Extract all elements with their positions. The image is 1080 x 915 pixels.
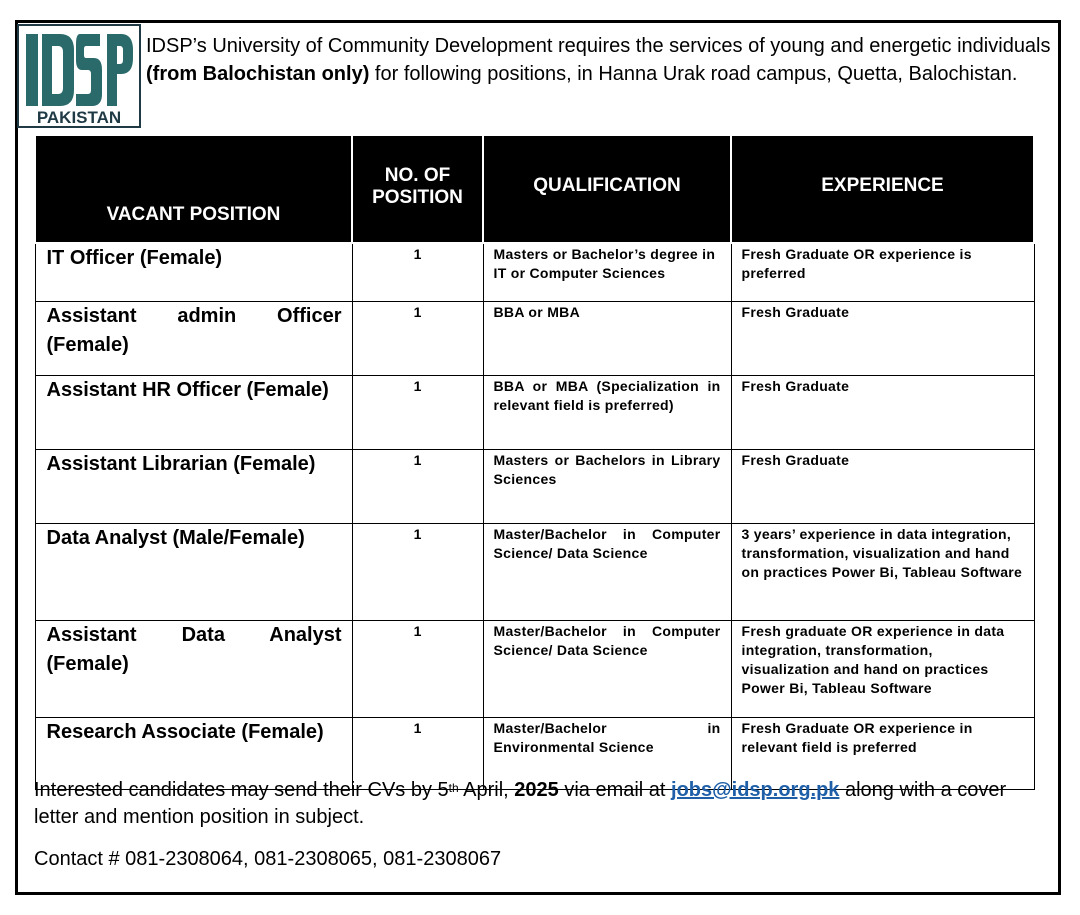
header-vacant-position: VACANT POSITION [35, 135, 352, 243]
date-suffix: th [448, 781, 459, 795]
qualification-cell: Masters or Bachelor’s degree in IT or Computer Sciences [483, 243, 731, 301]
count-cell: 1 [352, 301, 483, 375]
count-cell: 1 [352, 375, 483, 449]
experience-cell: Fresh Graduate OR experience in relevant field is preferred [731, 717, 1034, 789]
intro-paragraph [146, 32, 1056, 88]
header-experience: EXPERIENCE [731, 135, 1034, 243]
position-cell: Research Associate (Female) [35, 717, 352, 789]
header-position-line: POSITION [372, 187, 463, 208]
qualification-cell: Master/Bachelor in Environmental Science [483, 717, 731, 789]
vacancies-table [34, 134, 1035, 790]
table-row [35, 620, 1034, 717]
experience-cell: Fresh Graduate [731, 375, 1034, 449]
instructions-text-1: Interested candidates may send their CVs by 5 [34, 779, 449, 801]
idsp-logo [17, 24, 141, 128]
table-row [35, 449, 1034, 523]
position-cell: Assistant Data Analyst (Female) [35, 620, 352, 717]
count-cell: 1 [352, 523, 483, 620]
table-header-row [35, 135, 1034, 243]
instructions-text-2: April, [458, 779, 515, 801]
header-no-of-line: NO. OF [384, 165, 451, 186]
table-row [35, 301, 1034, 375]
experience-cell: Fresh Graduate [731, 301, 1034, 375]
table-row [35, 243, 1034, 301]
intro-text-1: IDSP’s University of Community Development requires the services of young and energetic individuals [146, 35, 1051, 57]
idsp-logo-icon [19, 26, 139, 126]
position-cell: Data Analyst (Male/Female) [35, 523, 352, 620]
count-cell: 1 [352, 243, 483, 301]
position-cell: IT Officer (Female) [35, 243, 352, 301]
position-cell: Assistant Librarian (Female) [35, 449, 352, 523]
experience-cell: 3 years’ experience in data integration, transformation, visualization and hand on practices Power Bi, Tableau Software [731, 523, 1034, 620]
deadline-year: 2025 [514, 779, 559, 801]
qualification-cell: BBA or MBA [483, 301, 731, 375]
header-no-of-position [352, 135, 483, 243]
position-cell: Assistant HR Officer (Female) [35, 375, 352, 449]
table-row [35, 375, 1034, 449]
qualification-cell: Master/Bachelor in Computer Science/ Data Science [483, 620, 731, 717]
experience-cell: Fresh Graduate OR experience is preferred [731, 243, 1034, 301]
header-qualification: QUALIFICATION [483, 135, 731, 243]
qualification-cell: BBA or MBA (Specialization in relevant field is preferred) [483, 375, 731, 449]
count-cell: 1 [352, 449, 483, 523]
intro-bold-text: (from Balochistan only) [146, 63, 370, 85]
qualification-cell: Master/Bachelor in Computer Science/ Data Science [483, 523, 731, 620]
instructions-text-4: along with a cover letter and mention position in subject. [34, 779, 1007, 828]
logo-country-text: PAKISTAN [36, 108, 122, 126]
instructions-text-3: via email at [558, 779, 672, 801]
qualification-cell: Masters or Bachelors in Library Sciences [483, 449, 731, 523]
application-instructions [34, 777, 1054, 831]
contact-numbers: Contact # 081-2308064, 081-2308065, 081-2308067 [34, 848, 502, 870]
experience-cell: Fresh graduate OR experience in data integration, transformation, visualization and hand on practices Power Bi, Tableau Software [731, 620, 1034, 717]
experience-cell: Fresh Graduate [731, 449, 1034, 523]
count-cell: 1 [352, 620, 483, 717]
intro-text-2: for following positions, in Hanna Urak road campus, Quetta, Balochistan. [369, 63, 1018, 85]
position-cell: Assistant admin Officer (Female) [35, 301, 352, 375]
count-cell: 1 [352, 717, 483, 789]
email-link[interactable]: jobs@idsp.org.pk [671, 779, 840, 801]
table-row [35, 523, 1034, 620]
